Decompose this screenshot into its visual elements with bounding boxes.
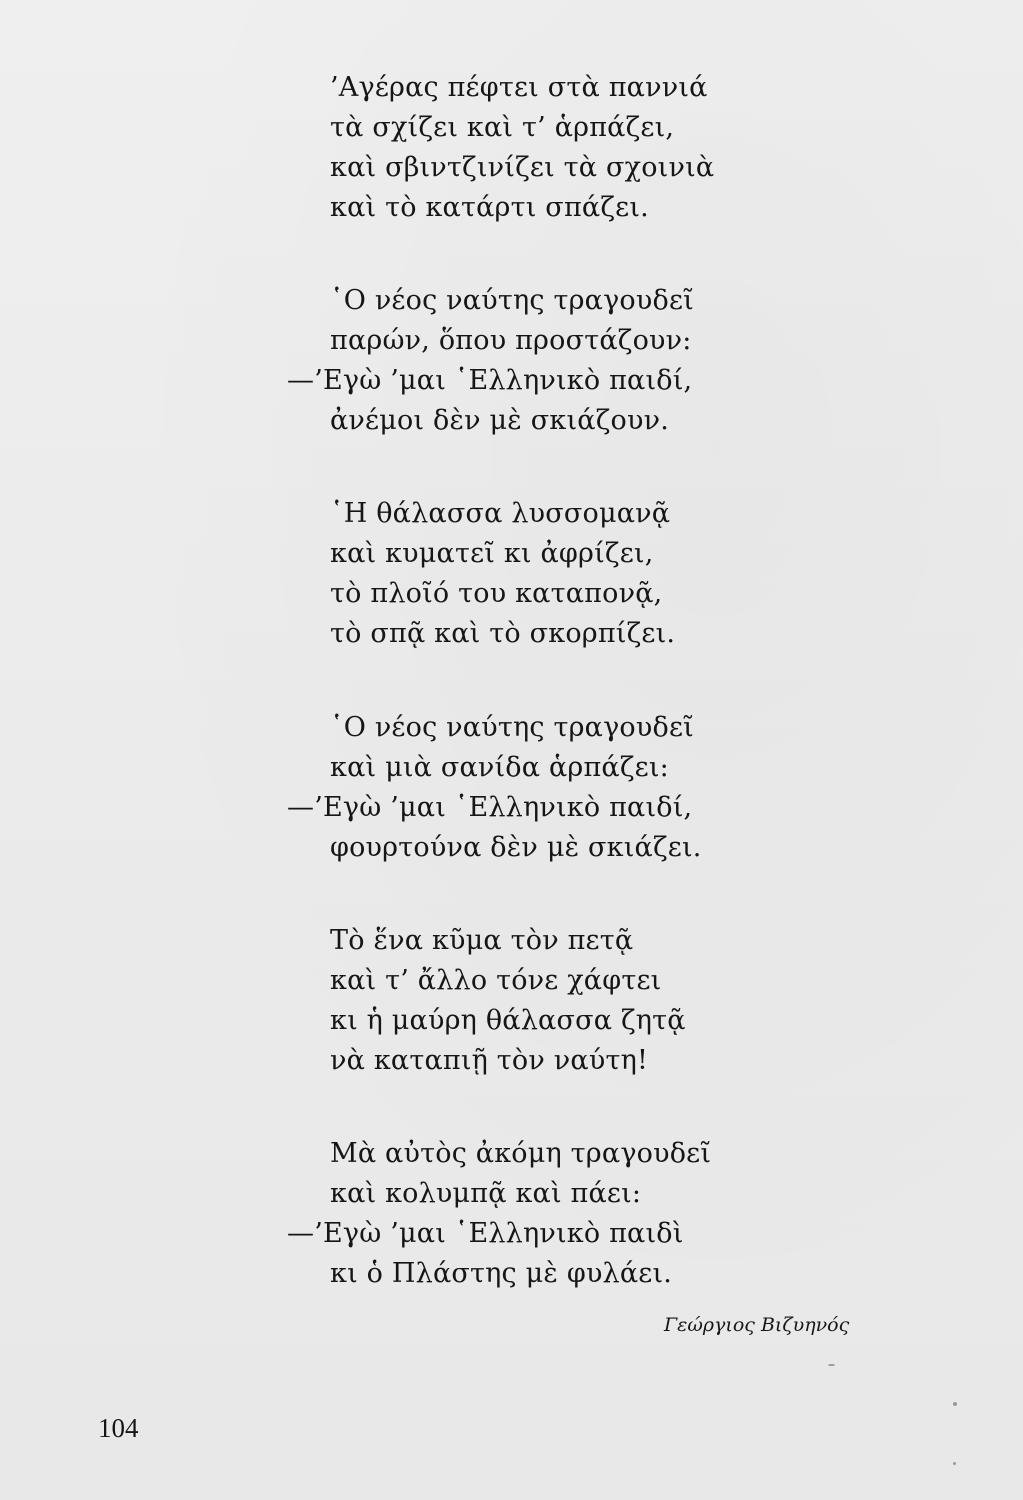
poem-line: τὸ πλοῖό του καταπονᾷ, (330, 578, 663, 609)
poem-line: καὶ σβιντζινίζει τὰ σχοινιὰ (330, 152, 715, 183)
poem-line: καὶ κυματεῖ κι ἀφρίζει, (330, 538, 654, 569)
author-signature: Γεώργιος Βιζυηνός (664, 1314, 850, 1336)
poem-line: φουρτούνα δὲν μὲ σκιάζει. (330, 832, 702, 863)
poem-line: τὸ σπᾷ καὶ τὸ σκορπίζει. (330, 618, 676, 649)
poem-line: καὶ τὸ κατάρτι σπάζει. (330, 192, 649, 223)
poem-line: καὶ τ’ ἄλλο τόνε χάφτει (330, 965, 662, 996)
poem-line: ῾Ο νέος ναύτης τραγουδεῖ (330, 712, 694, 743)
poem-line: ’Αγέρας πέφτει στὰ παννιά (330, 72, 708, 103)
poem-line: κι ἡ μαύρη θάλασσα ζητᾷ (330, 1005, 686, 1036)
poem-line: τὰ σχίζει καὶ τ’ ἁρπάζει, (330, 112, 675, 143)
poem-line: Τὸ ἕνα κῦμα τὸν πετᾷ (330, 925, 634, 956)
poem-line: καὶ μιὰ σανίδα ἁρπάζει: (330, 752, 669, 783)
poem-line: κι ὁ Πλάστης μὲ φυλάει. (330, 1258, 673, 1289)
poem-line: καὶ κολυμπᾷ καὶ πάει: (330, 1178, 642, 1209)
poem-line: ῾Η θάλασσα λυσσομανᾷ (330, 498, 671, 529)
poem-line: Μὰ αὐτὸς ἀκόμη τραγουδεῖ (330, 1138, 712, 1169)
poem-line: παρών, ὅπου προστάζουν: (330, 325, 692, 356)
page-number: 104 (98, 1413, 139, 1443)
poem-line: ῾Ο νέος ναύτης τραγουδεῖ (330, 285, 694, 316)
poem-line: —’Εγὼ ’μαι ῾Ελληνικὸ παιδὶ (287, 1218, 684, 1249)
poem-line: —’Εγὼ ’μαι ῾Ελληνικὸ παιδί, (287, 365, 693, 396)
poem-line: ἀνέμοι δὲν μὲ σκιάζουν. (330, 405, 669, 436)
poem-line: νὰ καταπιῇ τὸν ναύτη! (330, 1045, 649, 1076)
print-speck (953, 1402, 957, 1406)
print-speck (953, 1462, 956, 1465)
print-speck (828, 1364, 835, 1366)
poem-line: —’Εγὼ ’μαι ῾Ελληνικὸ παιδί, (287, 792, 693, 823)
